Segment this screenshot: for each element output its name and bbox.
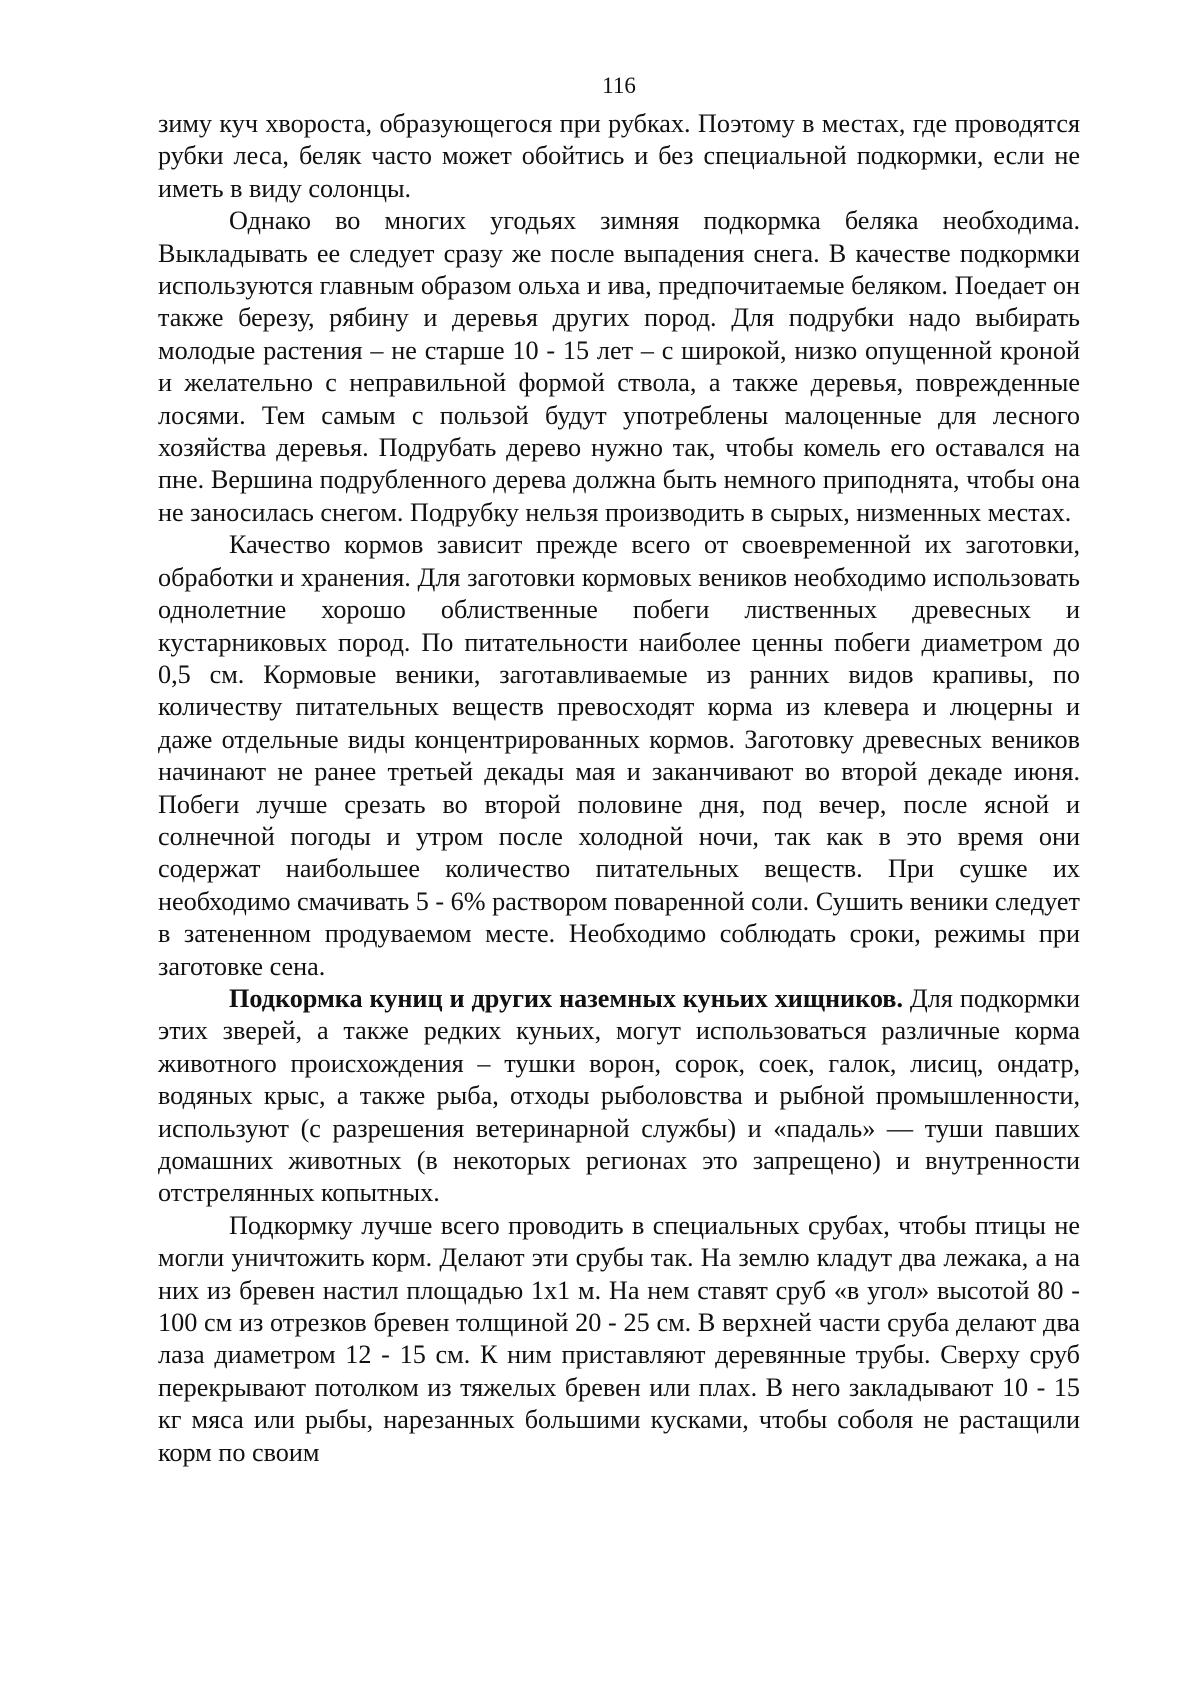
paragraph-5: Подкормку лучше всего проводить в специальных срубах, чтобы птицы не могли уничтожить корм. Делают эти срубы так. На землю кладут два лежака, а на них из бревен настил площадью 1х1 м. На нем ставят сруб «в угол» высотой 80 - 100 см из отрезков бревен толщиной 20 - 25 см. В верхней части сруба делают два лаза диаметром 12 - 15 см. К ним приставляют деревянные трубы. Сверху сруб перекрывают потолком из тяжелых бревен или плах. В него закладывают 10 - 15 кг мяса или рыбы, нарезанных большими кусками, чтобы соболя не растащили корм по своим: [158, 1210, 1080, 1467]
paragraph-1: зиму куч хвороста, образующегося при рубках. Поэтому в местах, где проводятся рубки леса, беляк часто может обойтись и без специальной подкормки, если не иметь в виду солонцы.: [158, 109, 1080, 203]
page-number: 116: [602, 73, 636, 98]
document-page: [158, 70, 1080, 1469]
paragraph-4-text: Для подкормки этих зверей, а также редких куньих, могут использоваться различные корма животного происхождения – тушки ворон, сорок, соек, галок, лисиц, ондатр, водяных крыс, а также рыба, отходы рыболовства и рыбной промышленности, используют (с разрешения ветеринарной службы) и «падаль» — туши павших домашних животных (в некоторых регионах это запрещено) и внутренности отстрелянных копытных.: [158, 983, 1080, 1208]
paragraph-3: Качество кормов зависит прежде всего от своевременной их заготовки, обработки и хранения. Для заготовки кормовых веников необходимо использовать однолетние хорошо облиственные побеги лиственных древесных и кустарниковых пород. По питательности наиболее ценны побеги диаметром до 0,5 см. Кормовые веники, заготавливаемые из ранних видов крапивы, по количеству питательных веществ превосходят корма из клевера и люцерны и даже отдельные виды концентрированных кормов. Заготовку древесных веников начинают не ранее третьей декады мая и заканчивают во второй декаде июня. Побеги лучше срезать во второй половине дня, под вечер, после ясной и солнечной погоды и утром после холодной ночи, так как в это время они содержат наибольшее количество питательных веществ. При сушке их необходимо смачивать 5 - 6% раствором поваренной соли. Сушить веники следует в затененном продуваемом месте. Необходимо соблюдать сроки, режимы при заготовке сена.: [158, 530, 1080, 981]
section-heading: Подкормка куниц и других наземных куньих хищников.: [229, 983, 903, 1013]
paragraph-4: [158, 983, 1080, 1210]
paragraph-2: Однако во многих угодьях зимняя подкормка беляка необходима. Выкладывать ее следует сразу же после выпадения снега. В качестве подкормки используются главным образом ольха и ива, предпочитаемые беляком. Поедает он также березу, рябину и деревья других пород. Для подрубки надо выбирать молодые растения – не старше 10 - 15 лет – с широкой, низко опущенной кроной и желательно с неправильной формой ствола, а также деревья, поврежденные лосями. Тем самым с пользой будут употреблены малоценные для лесного хозяйства деревья. Подрубать дерево нужно так, чтобы комель его оставался на пне. Вершина подрубленного дерева должна быть немного приподнята, чтобы она не заносилась снегом. Подрубку нельзя производить в сырых, низменных местах.: [158, 206, 1080, 527]
